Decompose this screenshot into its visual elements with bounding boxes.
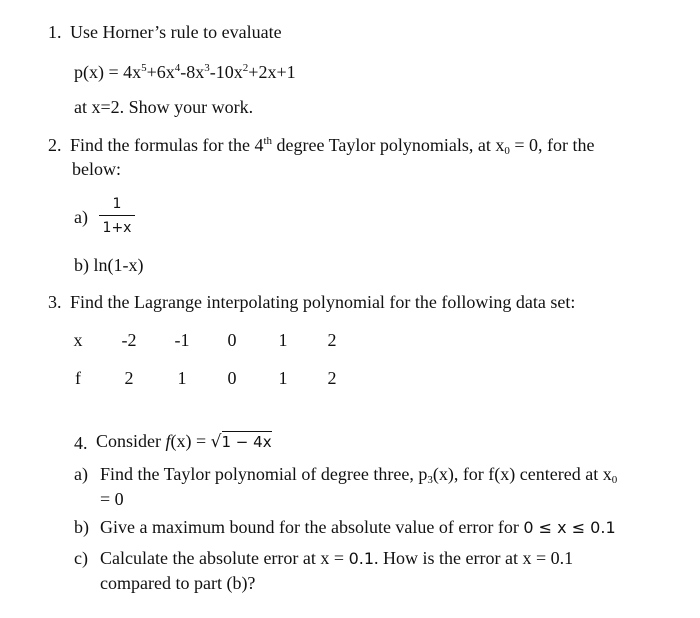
table-cell-x: 1 [278, 330, 288, 350]
q4a-text-cont: = 0 [100, 489, 124, 509]
q4c-label: c) [74, 548, 88, 568]
table-cell-f: 0 [227, 368, 237, 388]
table-cell-x: -1 [174, 330, 190, 350]
q2a-label: a) [74, 207, 88, 227]
q2-number: 2. [48, 135, 62, 155]
table-cell-x: 2 [327, 330, 337, 350]
q3-prompt: Find the Lagrange interpolating polynomial for the following data set: [70, 292, 576, 312]
q2-prompt-cont: below: [72, 159, 121, 179]
q4-prompt: Consider f(x) = √1 − 4x [96, 431, 272, 452]
table-cell-f: 1 [278, 368, 288, 388]
q2b-item: b) ln(1-x) [74, 255, 144, 275]
q3-number: 3. [48, 292, 62, 312]
q2-prompt: Find the formulas for the 4th degree Taylor polynomials, at $x_0 = 0$, for the [70, 135, 595, 157]
table-cell-f: 2 [124, 368, 134, 388]
table-cell-x: 0 [227, 330, 237, 350]
q4-number: 4. [74, 433, 88, 453]
q1-polynomial: $p(x) = 4x^5+6x^4-8x^3-10x^2+2x+1$ [74, 62, 296, 82]
table-cell-f: 1 [177, 368, 187, 388]
q1-number: 1. [48, 22, 62, 42]
q1-instruction: at x=2. Show your work. [74, 97, 254, 117]
table-cell-x: -2 [121, 330, 137, 350]
table-cell-f: 2 [327, 368, 337, 388]
q2a-denominator: 1+x [102, 220, 132, 236]
table-row-label-f: f [75, 368, 81, 388]
fraction-bar [99, 215, 135, 216]
q4c-text-cont: compared to part (b)? [100, 573, 256, 593]
q4c-text: Calculate the absolute error at x = 0.1. How is the error at x = 0.1 [100, 548, 574, 568]
q4b-text: Give a maximum bound for the absolute value of error for 0 ≤ x ≤ 0.1 [100, 517, 616, 537]
q1-prompt: Use Horner’s rule to evaluate [70, 22, 282, 42]
table-row-label-x: x [73, 330, 83, 350]
q4a-label: a) [74, 464, 88, 484]
q4b-label: b) [74, 517, 89, 537]
sqrt-expression: √1 − 4x [210, 432, 272, 452]
q4a-text: Find the Taylor polynomial of degree three, $p_3(x)$, for f(x) centered at $x_0$ [100, 464, 618, 486]
q2a-fraction [97, 191, 137, 241]
q2a-numerator: 1 [112, 196, 122, 212]
